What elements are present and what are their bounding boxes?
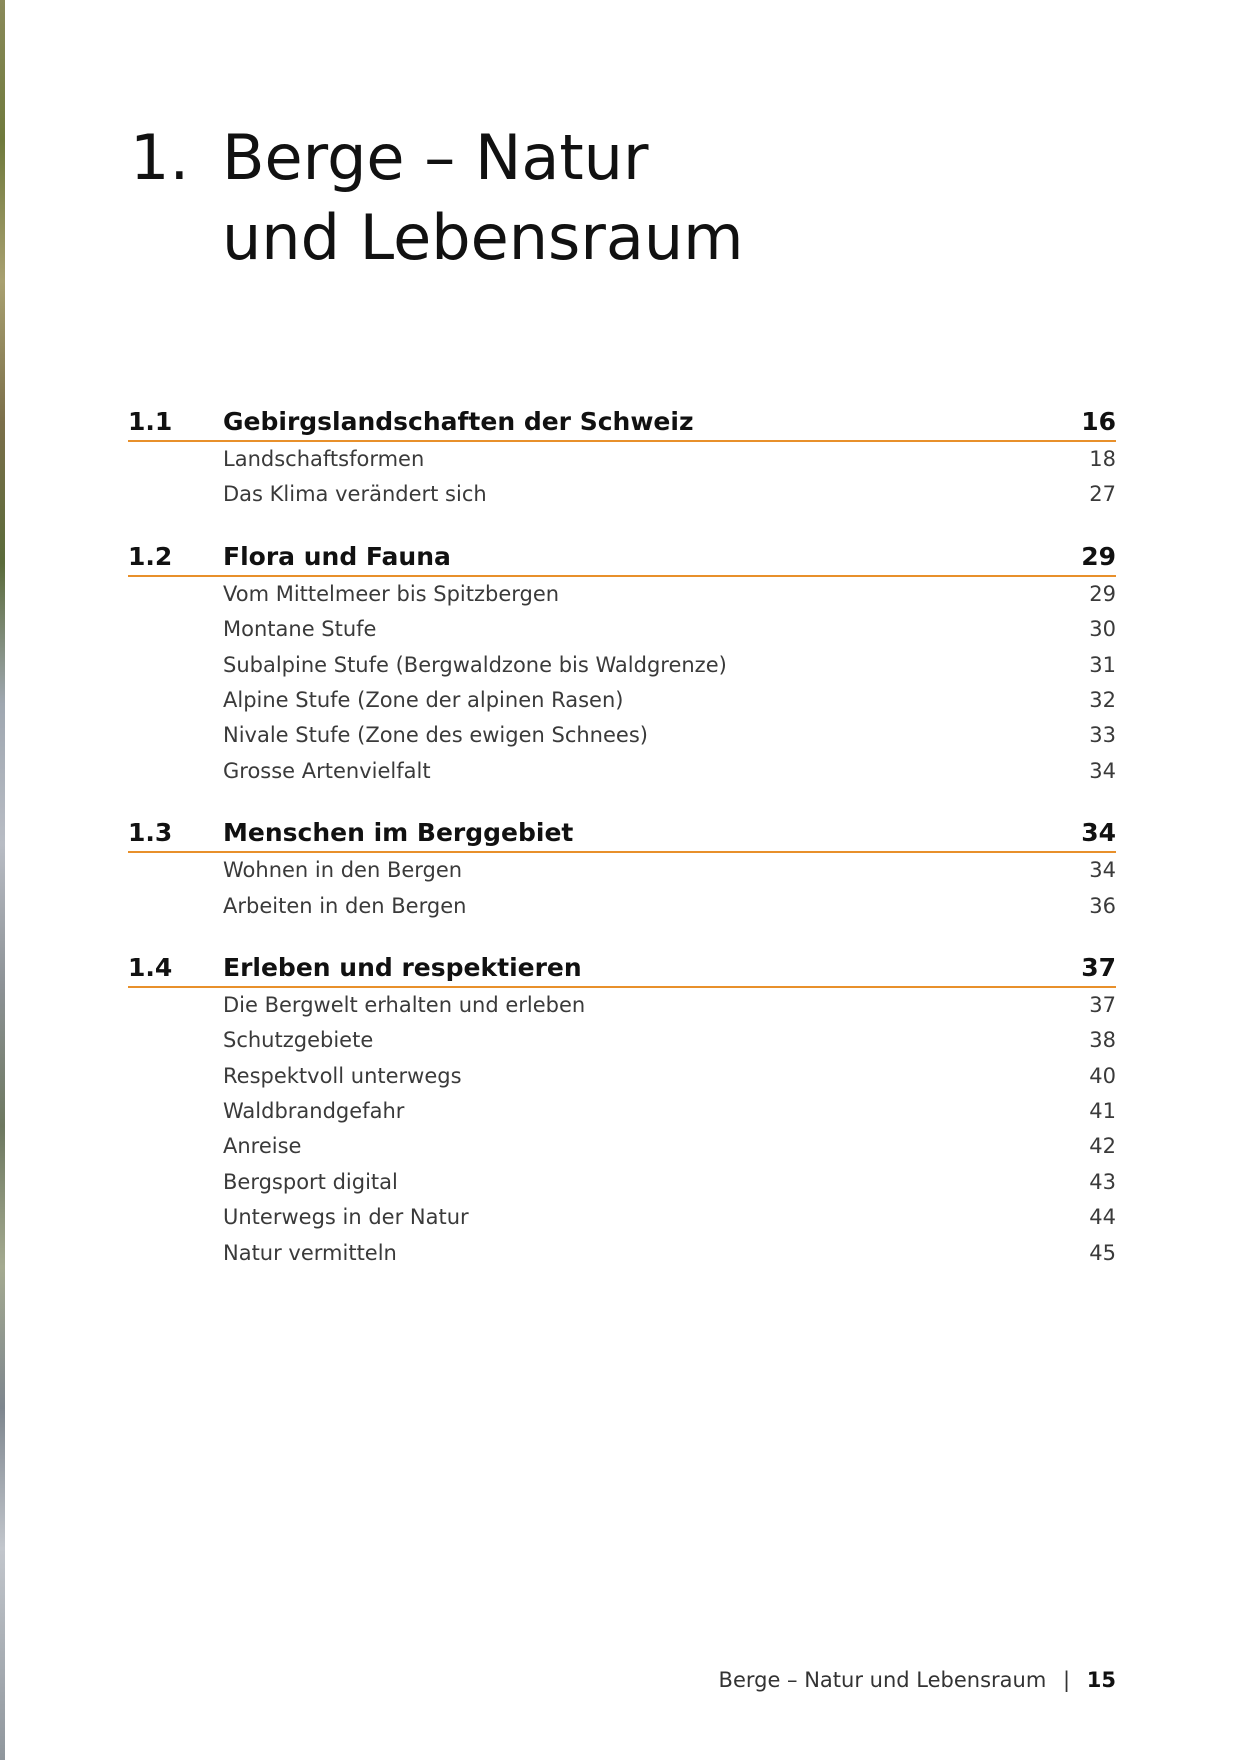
toc-entry[interactable] (128, 1165, 1116, 1200)
section-number: 1.2 (128, 541, 173, 571)
entry-page-number: 43 (1089, 1169, 1116, 1194)
toc-entry[interactable] (128, 889, 1116, 924)
entry-page-number: 40 (1089, 1063, 1116, 1088)
footer-separator: | (1063, 1668, 1071, 1692)
entry-page-number: 38 (1089, 1028, 1116, 1053)
entry-title: Natur vermitteln (223, 1240, 397, 1265)
toc-entry[interactable] (128, 1236, 1116, 1271)
toc-entry[interactable] (128, 683, 1116, 718)
toc-section-1-3 (128, 815, 1116, 924)
entry-title: Bergsport digital (223, 1169, 398, 1194)
toc-section-header[interactable] (128, 404, 1116, 442)
entry-page-number: 27 (1089, 482, 1116, 507)
section-page-number: 34 (1081, 818, 1116, 848)
chapter-title-line-1: Berge – Natur (222, 121, 649, 194)
entry-title: Montane Stufe (223, 617, 377, 642)
page-footer (719, 1665, 1116, 1695)
section-page-number: 16 (1081, 407, 1116, 436)
entry-page-number: 31 (1089, 652, 1116, 677)
toc-section-header[interactable] (128, 539, 1116, 577)
toc-entry[interactable] (128, 1023, 1116, 1058)
entry-title: Anreise (223, 1134, 302, 1159)
entry-page-number: 32 (1089, 687, 1116, 712)
entry-page-number: 33 (1089, 723, 1116, 748)
section-page-number: 29 (1081, 541, 1116, 571)
entry-title: Arbeiten in den Bergen (223, 893, 467, 918)
entry-page-number: 44 (1089, 1205, 1116, 1230)
entry-title: Subalpine Stufe (Bergwaldzone bis Waldgrenze) (223, 652, 727, 677)
section-number: 1.1 (128, 407, 173, 436)
entry-page-number: 36 (1089, 893, 1116, 918)
section-title: Menschen im Berggebiet (223, 818, 574, 848)
entry-page-number: 34 (1089, 758, 1116, 783)
entry-page-number: 34 (1089, 858, 1116, 883)
entry-page-number: 30 (1089, 617, 1116, 642)
section-title: Gebirgslandschaften der Schweiz (223, 407, 694, 436)
toc-entry[interactable] (128, 477, 1116, 512)
section-title: Erleben und respektieren (223, 952, 582, 982)
entry-page-number: 45 (1089, 1240, 1116, 1265)
page-number: 15 (1086, 1668, 1116, 1692)
toc-entry[interactable] (128, 612, 1116, 647)
toc-section-header[interactable] (128, 815, 1116, 853)
entry-title: Landschaftsformen (223, 447, 425, 471)
entry-title: Grosse Artenvielfalt (223, 758, 431, 783)
section-page-number: 37 (1081, 952, 1116, 982)
toc-entry[interactable] (128, 577, 1116, 612)
running-title: Berge – Natur und Lebensraum (718, 1668, 1047, 1692)
toc-entry[interactable] (128, 754, 1116, 789)
toc-entry[interactable] (128, 648, 1116, 683)
entry-page-number: 37 (1089, 992, 1116, 1017)
entry-title: Respektvoll unterwegs (223, 1063, 462, 1088)
entry-title: Wohnen in den Bergen (223, 858, 463, 883)
section-number: 1.4 (128, 952, 173, 982)
entry-title: Vom Mittelmeer bis Spitzbergen (223, 581, 560, 606)
entry-page-number: 42 (1089, 1134, 1116, 1159)
chapter-title-line-2: und Lebensraum (222, 201, 744, 274)
section-title: Flora und Fauna (223, 541, 451, 571)
cover-photo-edge (0, 0, 5, 1760)
entry-title: Das Klima verändert sich (223, 482, 487, 507)
toc-section-1-2 (128, 539, 1116, 789)
entry-title: Die Bergwelt erhalten und erleben (223, 992, 586, 1017)
entry-page-number: 18 (1089, 447, 1116, 471)
toc-entry[interactable] (128, 718, 1116, 753)
toc-entry[interactable] (128, 1059, 1116, 1094)
entry-title: Alpine Stufe (Zone der alpinen Rasen) (223, 687, 624, 712)
entry-title: Unterwegs in der Natur (223, 1205, 469, 1230)
toc-section-1-4 (128, 950, 1116, 1271)
toc-section-1-1 (128, 404, 1116, 513)
table-of-contents (128, 404, 1116, 1297)
toc-entry[interactable] (128, 853, 1116, 888)
entry-title: Nivale Stufe (Zone des ewigen Schnees) (223, 723, 648, 748)
toc-entry[interactable] (128, 988, 1116, 1023)
toc-entry[interactable] (128, 442, 1116, 477)
toc-entry[interactable] (128, 1094, 1116, 1129)
section-number: 1.3 (128, 818, 173, 848)
entry-page-number: 41 (1089, 1099, 1116, 1124)
chapter-number: 1. (130, 121, 190, 194)
entry-title: Schutzgebiete (223, 1028, 374, 1053)
toc-entry[interactable] (128, 1200, 1116, 1235)
entry-title: Waldbrandgefahr (223, 1099, 405, 1124)
toc-entry[interactable] (128, 1129, 1116, 1164)
entry-page-number: 29 (1089, 581, 1116, 606)
toc-section-header[interactable] (128, 950, 1116, 988)
